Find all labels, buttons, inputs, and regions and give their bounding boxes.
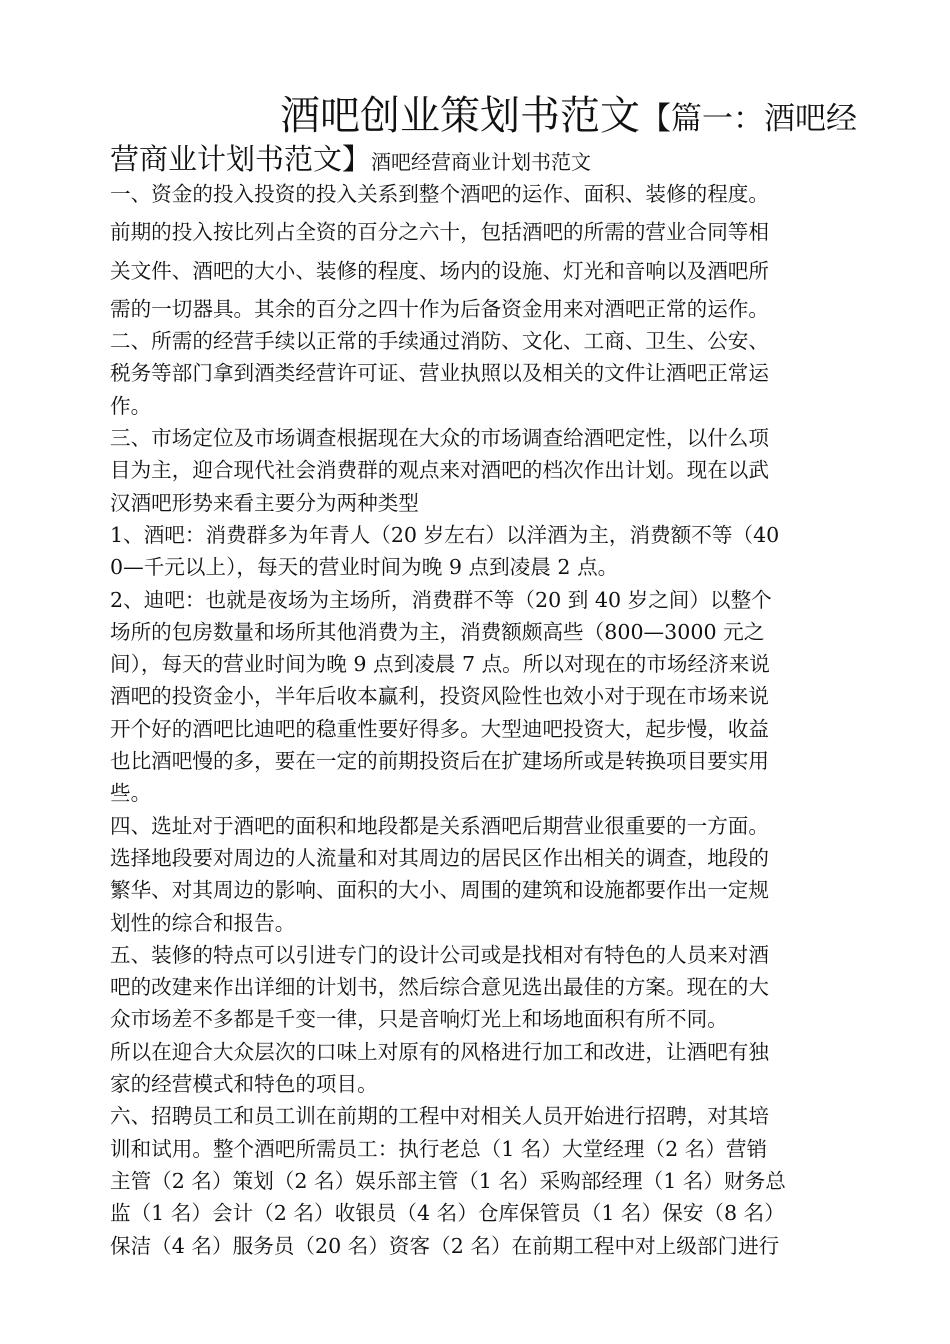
body-line: 2、迪吧：也就是夜场为主场所，消费群不等（20 到 40 岁之间）以整个 xyxy=(110,587,772,612)
body-line: 四、选址对于酒吧的面积和地段都是关系酒吧后期营业很重要的一方面。 xyxy=(110,813,769,838)
body-line: 训和试用。整个酒吧所需员工：执行老总（1 名）大堂经理（2 名）营销 xyxy=(110,1136,768,1161)
body-line: 作。 xyxy=(110,393,152,418)
title-main: 酒吧创业策划书范文 xyxy=(280,93,640,139)
body-line: 目为主，迎合现代社会消费群的观点来对酒吧的档次作出计划。现在以武 xyxy=(110,458,769,483)
body-line: 需的一切器具。其余的百分之四十作为后备资金用来对酒吧正常的运作。 xyxy=(110,296,769,321)
body-line: 也比酒吧慢的多，要在一定的前期投资后在扩建场所或是转换项目要实用 xyxy=(110,749,769,774)
body-line: 选择地段要对周边的人流量和对其周边的居民区作出相关的调查，地段的 xyxy=(110,845,769,870)
body-line: 一、资金的投入投资的投入关系到整个酒吧的运作、面积、装修的程度。 xyxy=(110,182,769,206)
title-sub-part2: 营商业计划书范文】 xyxy=(110,142,372,176)
body-line: 繁华、对其周边的影响、面积的大小、周围的建筑和设施都要作出一定规 xyxy=(110,878,769,903)
body-line: 众市场差不多都是千变一律，只是音响灯光上和场地面积有所不同。 xyxy=(110,1007,728,1032)
body-line: 监（1 名）会计（2 名）收银员（4 名）仓库保管员（1 名）保安（8 名） xyxy=(110,1201,785,1226)
body-line: 三、市场定位及市场调查根据现在大众的市场调查给酒吧定性，以什么项 xyxy=(110,426,769,451)
title-sub-part1: 【篇一：酒吧经 xyxy=(640,101,857,137)
body-line: 开个好的酒吧比迪吧的稳重性要好得多。大型迪吧投资大，起步慢，收益 xyxy=(110,716,769,741)
body-line: 吧的改建来作出详细的计划书，然后综合意见选出最佳的方案。现在的大 xyxy=(110,975,769,1000)
body-line: 五、装修的特点可以引进专门的设计公司或是找相对有特色的人员来对酒 xyxy=(110,942,769,967)
body-line: 1、酒吧：消费群多为年青人（20 岁左右）以洋酒为主，消费额不等（40 xyxy=(110,522,780,547)
body-line: 划性的综合和报告。 xyxy=(110,910,296,935)
title-sub-tail: 酒吧经营商业计划书范文 xyxy=(371,150,592,174)
body-line: 汉酒吧形势来看主要分为两种类型 xyxy=(110,490,419,515)
body-line: 所以在迎合大众层次的口味上对原有的风格进行加工和改进，让酒吧有独 xyxy=(110,1039,769,1064)
body-line: 前期的投入按比列占全资的百分之六十，包括酒吧的所需的营业合同等相 xyxy=(110,220,769,245)
document-title xyxy=(280,92,880,143)
body-line: 二、所需的经营手续以正常的手续通过消防、文化、工商、卫生、公安、 xyxy=(110,329,769,354)
body-line: 关文件、酒吧的大小、装修的程度、场内的设施、灯光和音响以及酒吧所 xyxy=(110,258,769,283)
document-title-continued xyxy=(110,141,870,180)
body-line: 间），每天的营业时间为晚 9 点到凌晨 7 点。所以对现在的市场经济来说 xyxy=(110,652,770,677)
body-line: 家的经营模式和特色的项目。 xyxy=(110,1072,378,1097)
body-line: 六、招聘员工和员工训在前期的工程中对相关人员开始进行招聘，对其培 xyxy=(110,1104,769,1129)
body-line: 场所的包房数量和场所其他消费为主，消费额颇高些（800—3000 元之 xyxy=(110,619,765,644)
body-line: 税务等部门拿到酒类经营许可证、营业执照以及相关的文件让酒吧正常运 xyxy=(110,361,769,386)
body-line: 些。 xyxy=(110,781,152,806)
body-line: 保洁（4 名）服务员（20 名）资客（2 名）在前期工程中对上级部门进行 xyxy=(110,1233,780,1258)
document-body xyxy=(110,178,860,1262)
body-line: 酒吧的投资金小，半年后收本赢利，投资风险性也效小对于现在市场来说 xyxy=(110,684,769,709)
body-line: 0—千元以上），每天的营业时间为晚 9 点到凌晨 2 点。 xyxy=(110,555,619,580)
body-line: 主管（2 名）策划（2 名）娱乐部主管（1 名）采购部经理（1 名）财务总 xyxy=(110,1168,786,1193)
